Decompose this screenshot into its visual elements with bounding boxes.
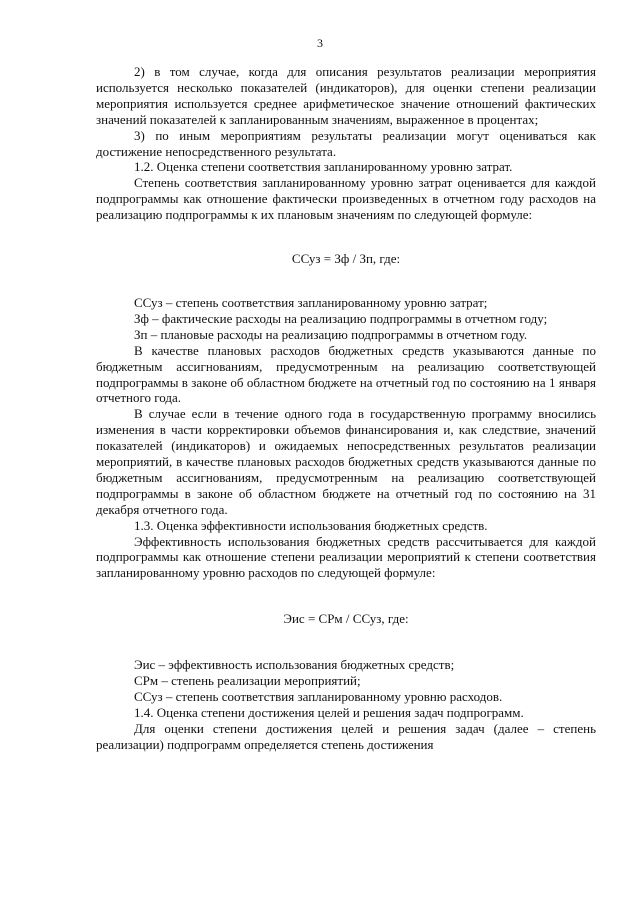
paragraph-changes: В случае если в течение одного года в государственную программу вносились изменения в части корректировки объемов финансирования и, как следствие, значений показателей (индикаторов) и ожидаемых непосредственных результатов реализации мероприятий, в качестве плановых расходов бюджетных средств указываются данные по бюджетным ассигнованиям, предусмотренным на реализацию соответствующей подпрограммы в законе об областном бюджете на отчетный год по состоянию на 31 декабря отчетного года. — [96, 406, 596, 517]
definition-srm: СРм – степень реализации мероприятий; — [134, 673, 361, 689]
definition-zf: Зф – фактические расходы на реализацию подпрограммы в отчетном году; — [134, 310, 548, 326]
document-body — [96, 64, 596, 753]
formula-eis: Эис = СРм / ССуз, где: — [283, 611, 409, 627]
paragraph-goals: Для оценки степени достижения целей и решения задач (далее – степень реализации) подпрограмм определяется степень достижения — [96, 720, 596, 752]
definition-eis: Эис – эффективность использования бюджетных средств; — [134, 657, 455, 673]
page-number: 3 — [317, 36, 323, 50]
definition-zp: Зп – плановые расходы на реализацию подпрограммы в отчетном году. — [134, 326, 528, 342]
paragraph-efficiency: Эффективность использования бюджетных средств рассчитывается для каждой подпрограммы как отношение степени реализации мероприятий к степени соответствия запланированному уровню расходов по следующей формуле: — [96, 533, 596, 581]
section-heading-1-3: 1.3. Оценка эффективности использования бюджетных средств. — [134, 517, 488, 533]
paragraph-cost-level: Степень соответствия запланированному уровню затрат оценивается для каждой подпрограммы как отношение фактически произведенных в отчетном году расходов на реализацию подпрограммы к их плановым значениям по следующей формуле: — [96, 175, 596, 223]
paragraph-planned-expenses: В качестве плановых расходов бюджетных средств указываются данные по бюджетным ассигнованиям, предусмотренным на реализацию соответствующей подпрограммы в законе об областном бюджете на отчетный год по состоянию на 1 января отчетного года. — [96, 342, 596, 406]
paragraph-item-2: 2) в том случае, когда для описания результатов реализации мероприятия используется несколько показателей (индикаторов), для оценки степени реализации мероприятия используется среднее арифметическое значение отношений фактических значений показателей к запланированным значениям, выраженное в процентах; — [96, 64, 596, 127]
paragraph-item-3: 3) по иным мероприятиям результаты реализации могут оцениваться как достижение непосредственного результата. — [96, 127, 596, 159]
section-heading-1-2: 1.2. Оценка степени соответствия запланированному уровню затрат. — [134, 159, 513, 175]
formula-ssuz: ССуз = Зф / Зп, где: — [291, 251, 401, 267]
definition-ssuz-2: ССуз – степень соответствия запланированному уровню расходов. — [134, 689, 503, 704]
definition-ssuz: ССуз – степень соответствия запланированному уровню затрат; — [134, 294, 488, 310]
section-heading-1-4: 1.4. Оценка степени достижения целей и решения задач подпрограмм. — [134, 704, 524, 720]
